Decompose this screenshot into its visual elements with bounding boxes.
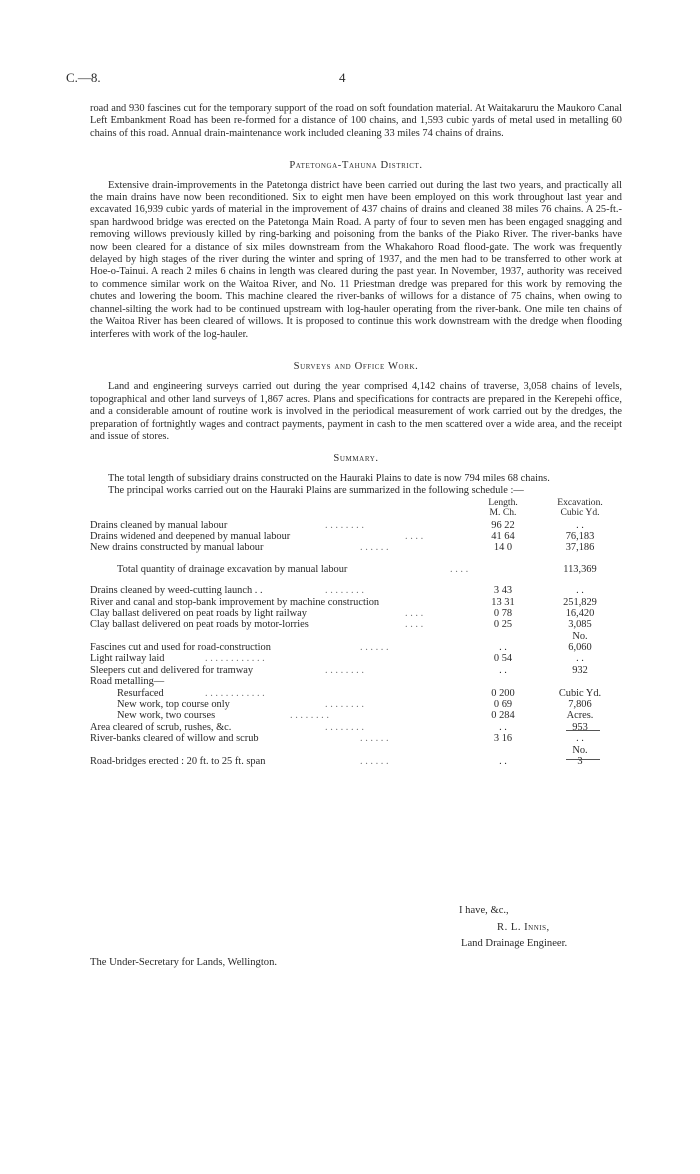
row-label: Road-bridges erected : 20 ft. to 25 ft. span — [90, 755, 266, 767]
row-excavation: 953 — [572, 721, 588, 733]
table-row — [90, 733, 622, 744]
row-label: Sleepers cut and delivered for tramway — [90, 664, 254, 676]
row-length: 0 25 — [493, 619, 513, 631]
row-length: 0 54 — [493, 653, 513, 665]
row-leader: . . . . . . . . — [325, 699, 364, 711]
column-excavation — [540, 498, 620, 519]
row-length: 0 78 — [493, 607, 513, 619]
document-body — [90, 103, 622, 767]
table-row — [90, 722, 622, 733]
paragraph-summary-intro: The principal works carried out on the Hauraki Plains are summarized in the following schedule :— — [108, 485, 524, 497]
row-excavation: 16,420 — [565, 607, 595, 619]
row-excavation: Cubic Yd. — [558, 687, 602, 699]
table-row — [90, 608, 622, 619]
row-leader: . . . . . . — [360, 642, 389, 654]
row-label: Drains cleaned by weed-cutting launch . . — [90, 585, 263, 597]
row-leader: . . . . . . — [360, 733, 389, 745]
page-number: 4 — [339, 70, 346, 85]
row-length: 0 69 — [493, 699, 513, 711]
row-excavation: 932 — [572, 664, 588, 676]
section-heading-patetonga: Patetonga-Tahuna District. — [289, 160, 423, 172]
signature-closing: I have, &c., — [459, 905, 509, 916]
row-label: New work, two courses — [117, 710, 216, 722]
row-label: Road metalling— — [90, 676, 165, 688]
unit-label-no: No. — [572, 630, 588, 642]
table-row — [90, 585, 622, 596]
column-length — [478, 498, 528, 519]
row-excavation: 251,829 — [563, 596, 597, 608]
row-leader: . . . . . . — [360, 755, 389, 767]
row-label: Fascines cut and used for road-construction — [90, 642, 271, 654]
row-excavation: Acres. — [566, 710, 594, 722]
row-label: Area cleared of scrub, rushes, &c. — [90, 721, 232, 733]
paragraph-surveys: Land and engineering surveys carried out during the year comprised 4,142 chains of traverse, 3,058 chains of levels, topographical and other land surveys of 1,867 acres. Plans and specifications for contracts are prepared in the Kerepehi office, and a considerable amount of routine work is involved in the periodical measurement of work carried out by the dredges, the preparation of fortnightly wages and contract payments, payment in cash to the men scattered over a wide area, and the receipt and issue of stores. — [90, 381, 622, 442]
row-leader: . . . . . . — [360, 542, 389, 554]
row-label: Resurfaced — [117, 687, 164, 699]
column-length-title: Length. — [488, 496, 518, 508]
column-excavation-units: Cubic Yd. — [560, 507, 600, 519]
section-heading-summary: Summary. — [333, 453, 379, 465]
row-leader: . . . . — [405, 619, 424, 631]
row-length: 41 64 — [491, 530, 515, 542]
row-label: Drains widened and deepened by manual labour — [90, 530, 291, 542]
row-label: River and canal and stop-bank improvement by machine construction — [90, 596, 380, 608]
schedule-table — [90, 520, 622, 768]
row-label: New drains constructed by manual labour — [90, 542, 264, 554]
row-leader: . . . . . . . . — [325, 721, 364, 733]
table-row — [90, 699, 622, 710]
table-row — [90, 756, 622, 767]
signature-name: R. L. Innis, — [497, 922, 550, 933]
row-length: 3 43 — [493, 585, 513, 597]
row-leader: . . . . — [405, 607, 424, 619]
row-label: Clay ballast delivered on peat roads by light railway — [90, 607, 307, 619]
row-leader: . . . . . . . . — [290, 710, 329, 722]
table-row-total — [90, 564, 622, 575]
row-leader: . . . . . . . . — [325, 664, 364, 676]
paragraph-patetonga: Extensive drain-improvements in the Patetonga district have been carried out during the last two years, and practically all the main drains have now been reconditioned. Six to eight men have been employed on this work throughout last year and excavated 16,939 cubic yards of material in the improvement of 437 chains of drains and cleaned 38 miles 76 chains. A 25-ft.-span hardwood bridge was erected on the Patetonga Main Road. A party of four to seven men has been engaged snagging and removing willows previously killed by ring-barking and poisoning from the banks of the Piako River. The river-banks have now been cleared for a distance of six miles downstream from the Whakahoro Road flood-gate. The work was frequently delayed by high stages of the river during the winter and spring of 1937, and the men had to be transferred to other work at Hoe-o-Tainui. A reach 2 miles 6 chains in length was cleared during the past year. In November, 1937, authority was received to commence similar work on the Waitoa River, and No. 11 Priestman dredge was prepared for this work by removing the chutes and lowering the boom. This machine cleared the river-banks of willows for a distance of 75 chains, when owing to channel-silting the work had to be continued upstream with log-hauler operating from the river-bank. One mile ten chains of the Waitoa River has been cleared of willows. It is proposed to continue this work downstream with the dredge when flooding interferes with work of the log-hauler. — [90, 179, 622, 340]
unit-label-no: No. — [572, 744, 588, 756]
paragraph-intro: road and 930 fascines cut for the temporary support of the road on soft foundation material. At Waitakaruru the Maukoro Canal Left Embankment Road has been re-formed for a distance of 100 chains, and 1,593 cubic yards of metal used in metalling 60 chains of this road. Annual drain-maintenance work included cleaning 33 miles 74 chains of drains. — [90, 103, 622, 139]
row-excavation: . . — [576, 585, 584, 597]
report-reference: C.—8. — [66, 70, 101, 85]
row-length: 3 16 — [493, 733, 513, 745]
row-leader: . . . . . . . . . . . . — [205, 653, 265, 665]
row-excavation: . . — [576, 733, 584, 745]
subtotal-rule — [566, 730, 600, 731]
table-row — [90, 665, 622, 676]
row-length: . . — [499, 721, 507, 733]
table-row — [90, 688, 622, 699]
table-unit-row — [90, 745, 622, 756]
table-row — [90, 542, 622, 553]
row-label: New work, top course only — [117, 699, 230, 711]
signature-title: Land Drainage Engineer. — [461, 938, 568, 949]
paragraph-summary-total: The total length of subsidiary drains constructed on the Hauraki Plains to date is now 794 miles 68 chains. — [108, 472, 550, 484]
table-unit-row — [90, 631, 622, 642]
table-row — [90, 710, 622, 721]
row-length: 0 284 — [491, 710, 515, 722]
column-excavation-title: Excavation. — [557, 496, 603, 508]
row-label: River-banks cleared of willow and scrub — [90, 733, 259, 745]
schedule-column-headers — [90, 498, 622, 520]
table-row — [90, 597, 622, 608]
row-excavation: 76,183 — [565, 530, 595, 542]
table-row — [90, 520, 622, 531]
row-leader: . . . . — [405, 530, 424, 542]
section-heading-surveys: Surveys and Office Work. — [293, 360, 419, 372]
addressee: The Under-Secretary for Lands, Wellington. — [90, 957, 278, 968]
row-leader: . . . . . . . . — [325, 519, 364, 531]
row-excavation: 3,085 — [568, 619, 592, 631]
row-label: Light railway laid — [90, 653, 165, 665]
row-length: 13 31 — [491, 596, 515, 608]
row-excavation: 6,060 — [568, 642, 592, 654]
table-row — [90, 642, 622, 653]
row-length: 14 0 — [493, 542, 513, 554]
row-excavation: 37,186 — [565, 542, 595, 554]
row-leader: . . . . . . . . . . . . — [205, 687, 265, 699]
row-excavation: 113,369 — [563, 563, 597, 575]
row-leader: . . . . . . . . — [325, 585, 364, 597]
row-excavation: . . — [576, 519, 584, 531]
row-excavation: 3 — [577, 755, 583, 767]
row-excavation: 7,806 — [568, 699, 592, 711]
table-row — [90, 619, 622, 630]
row-excavation: . . — [576, 653, 584, 665]
row-label: Clay ballast delivered on peat roads by motor-lorries — [90, 619, 309, 631]
row-label: Total quantity of drainage excavation by manual labour — [117, 563, 348, 575]
row-leader: . . . . — [450, 563, 469, 575]
table-row — [90, 531, 622, 542]
row-length: 96 22 — [491, 519, 515, 531]
column-length-units: M. Ch. — [489, 507, 517, 519]
total-rule — [566, 759, 600, 760]
table-row — [90, 653, 622, 664]
row-label: Drains cleaned by manual labour — [90, 519, 228, 531]
table-row — [90, 676, 622, 687]
row-length: . . — [499, 755, 507, 767]
row-length: . . — [499, 664, 507, 676]
row-length: 0 200 — [491, 687, 515, 699]
row-length: . . — [499, 642, 507, 654]
